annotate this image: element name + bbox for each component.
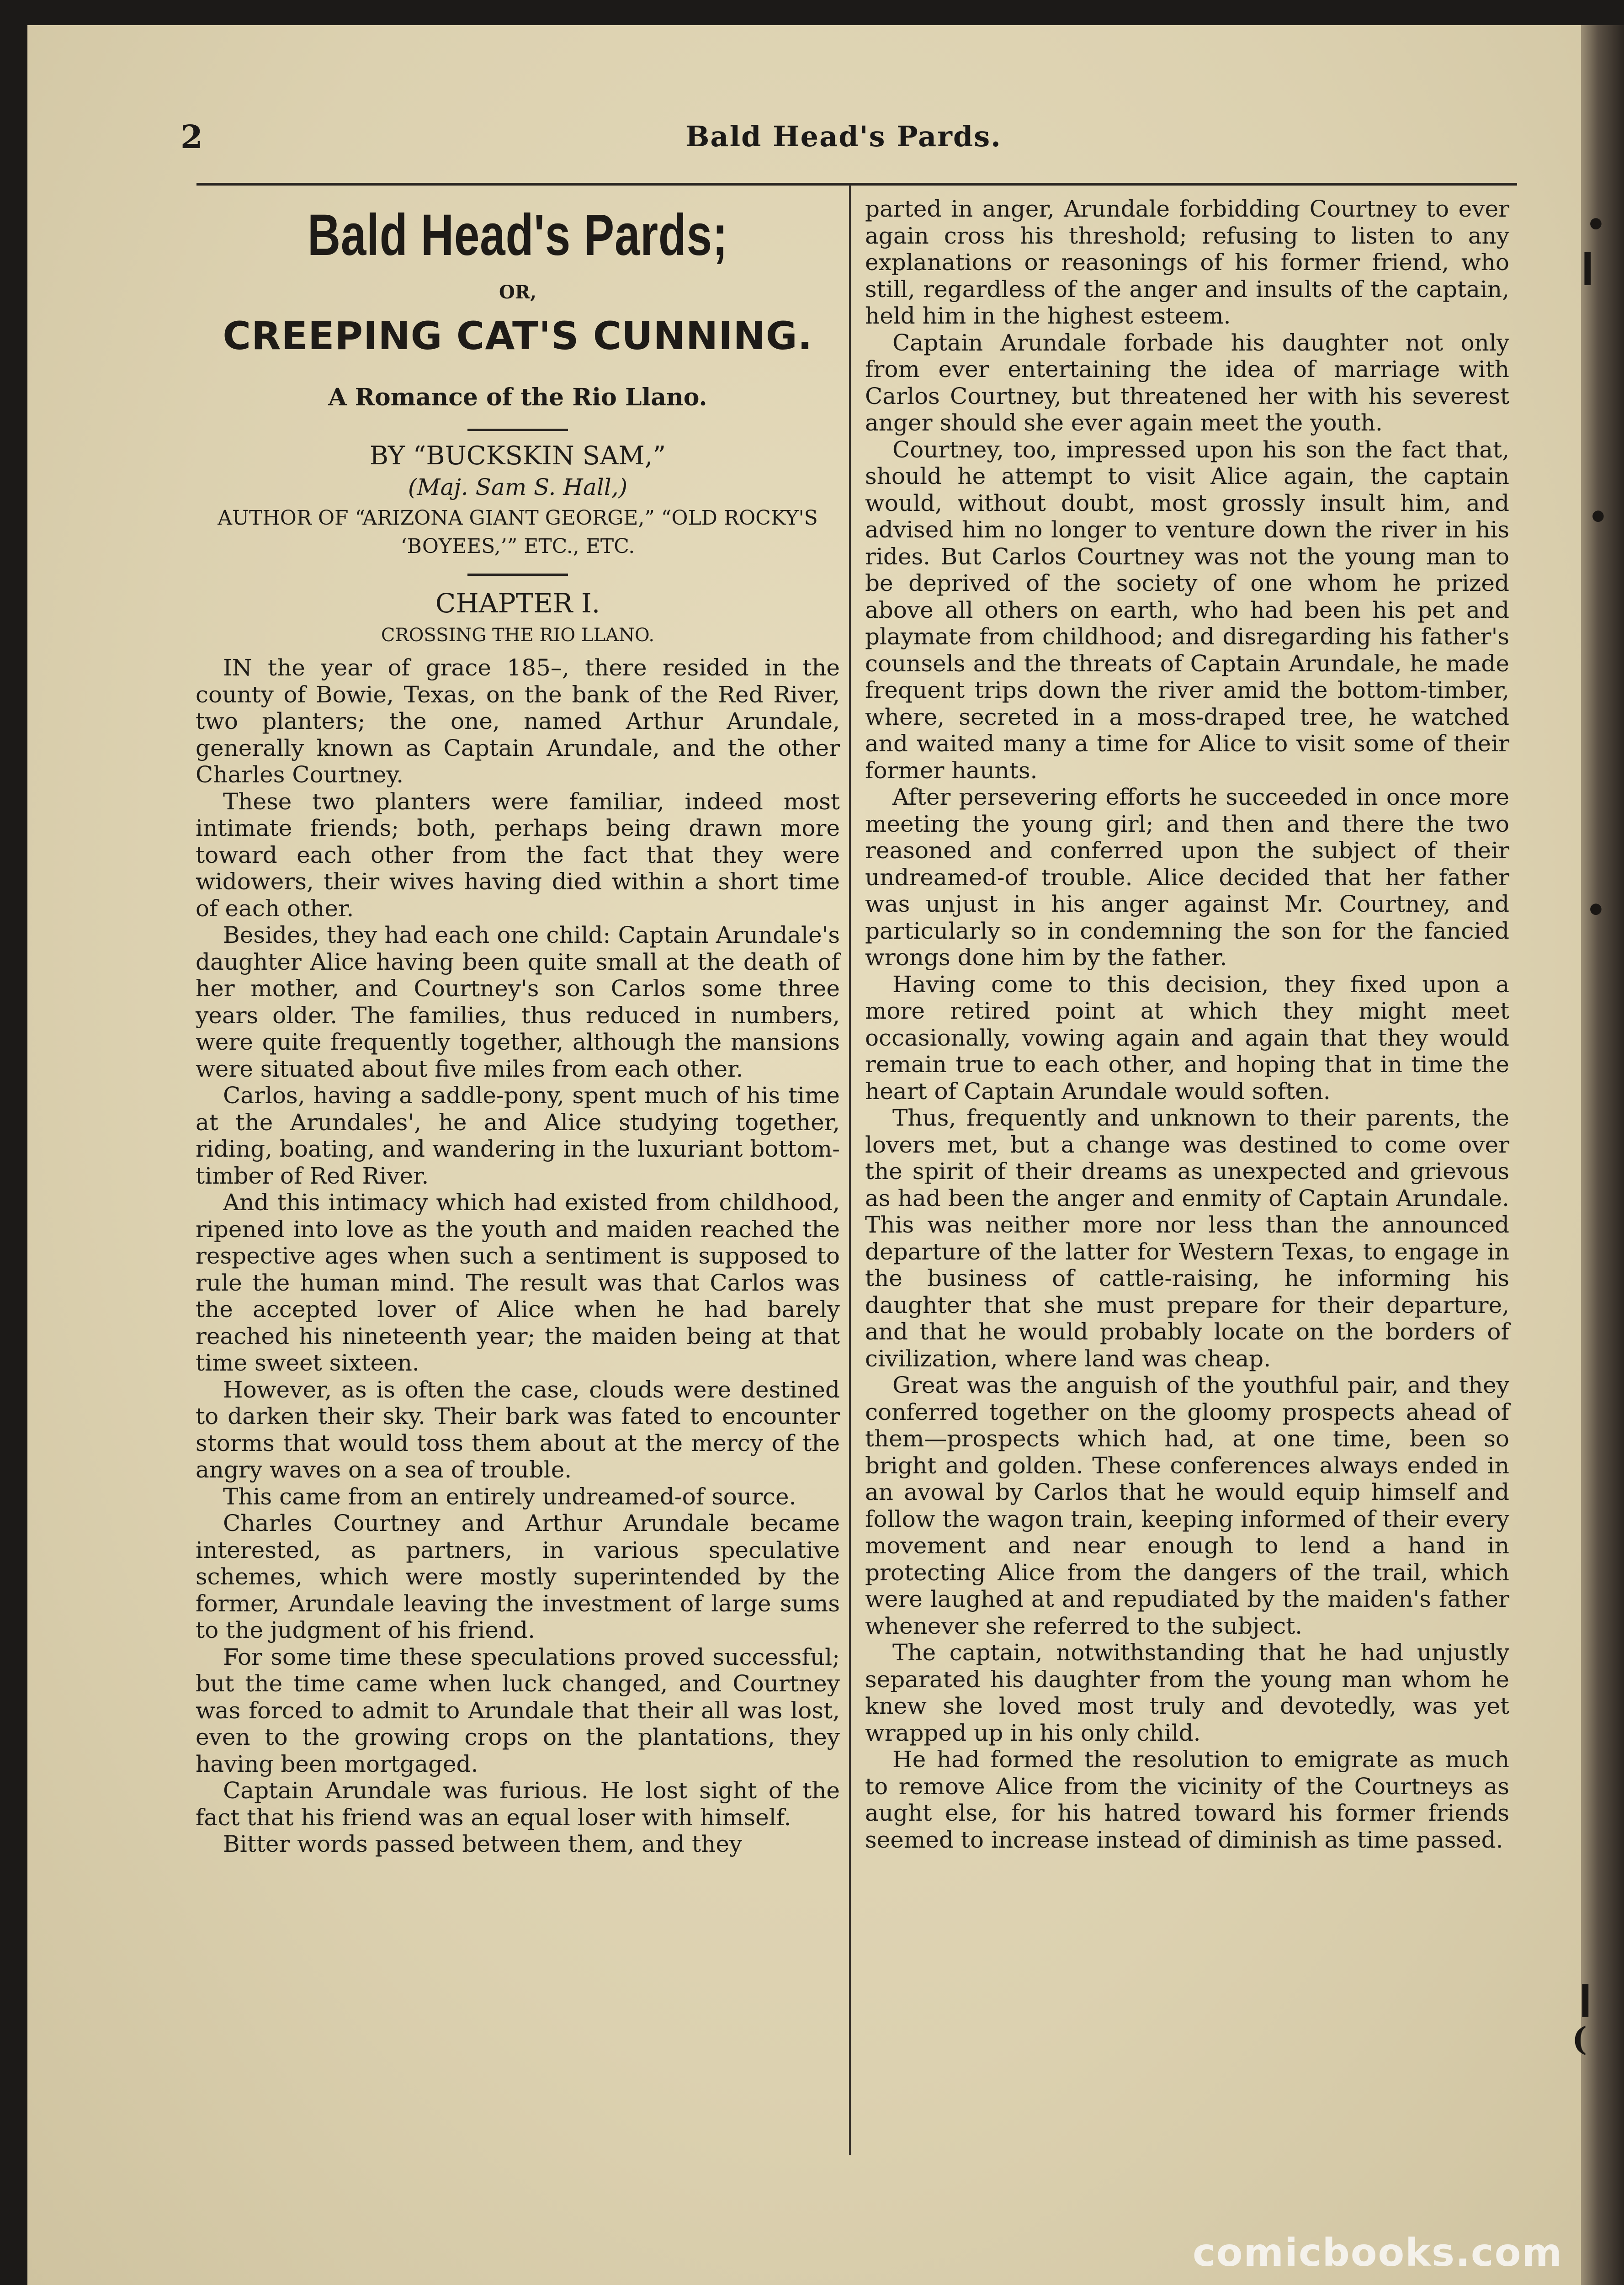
- paragraph: And this intimacy which had existed from childhood, ripened into love as the youth and maiden reached the respective ages when such a sentiment is supposed to rule the human mind. The result was that Carlos was the accepted lover of Alice when he had barely reached his nineteenth year; the maiden being at that time sweet sixteen.: [196, 1189, 840, 1376]
- right-column: [865, 196, 1509, 1853]
- page-number: 2: [180, 118, 203, 156]
- paragraph: The captain, notwithstanding that he had unjustly separated his daughter from the young man whom he knew she loved most truly and devotedly, was yet wrapped up in his only child.: [865, 1639, 1509, 1746]
- watermark: comicbooks.com: [1193, 2230, 1563, 2275]
- running-title: Bald Head's Pards.: [685, 120, 1002, 153]
- byline: BY “BUCKSKIN SAM,”: [369, 441, 666, 471]
- story-or: OR,: [499, 282, 536, 303]
- paragraph: He had formed the resolution to emigrate as much to remove Alice from the vicinity of the Courtneys as aught else, for his hatred toward his former friends seemed to increase instead of diminish as time passed.: [865, 1746, 1509, 1853]
- column-divider: [849, 185, 851, 2155]
- page-edge-shadow: [1581, 25, 1624, 2285]
- paragraph: Thus, frequently and unknown to their parents, the lovers met, but a change was destined to come over the spirit of their dreams as unexpected and grievous as had been the anger and enmity of Captain Arundale. This was neither more nor less than the announced departure of the latter for Western Texas, to engage in the business of cattle-raising, he informing his daughter that she must prepare for their departure, and that he would probably locate on the borders of civilization, where land was cheap.: [865, 1105, 1509, 1372]
- pseudonym: (Maj. Sam S. Hall,): [408, 474, 628, 500]
- left-column: [196, 192, 840, 1858]
- edge-mark: ❙: [1572, 1979, 1599, 2017]
- right-column-text: [865, 196, 1509, 1853]
- paragraph: However, as is often the case, clouds were destined to darken their sky. Their bark was fated to encounter storms that would toss them about at the mercy of the angry waves on a sea of trouble.: [196, 1376, 840, 1483]
- paragraph: Carlos, having a saddle-pony, spent much of his time at the Arundales', he and Alice studying together, riding, boating, and wandering in the luxuriant bottom-timber of Red River.: [196, 1082, 840, 1189]
- edge-mark: (: [1572, 2020, 1587, 2058]
- story-title: Bald Head's Pards;: [307, 202, 728, 268]
- edge-mark: •: [1588, 498, 1608, 536]
- edge-mark: ❙: [1574, 247, 1601, 285]
- paragraph: IN the year of grace 185–, there resided in the county of Bowie, Texas, on the bank of the Red River, two planters; the one, named Arthur Arundale, generally known as Captain Arundale, and the other Charles Courtney.: [196, 654, 840, 788]
- left-column-text: [196, 654, 840, 1858]
- edge-mark: •: [1586, 891, 1606, 929]
- author-credits: AUTHOR OF “ARIZONA GIANT GEORGE,” “OLD ROCKY'S ‘BOYEES,’” ETC., ETC.: [218, 506, 818, 558]
- chapter-heading: CHAPTER I.: [435, 588, 600, 619]
- title-rule: [467, 429, 568, 431]
- chapter-rule: [467, 574, 568, 576]
- header-rule: [196, 183, 1517, 186]
- edge-mark: •: [1586, 206, 1606, 244]
- paragraph: Captain Arundale was furious. He lost sight of the fact that his friend was an equal loser with himself.: [196, 1777, 840, 1831]
- story-subtitle: CREEPING CAT'S CUNNING.: [223, 314, 813, 358]
- paragraph: This came from an entirely undreamed-of source.: [223, 1483, 796, 1510]
- paragraph: For some time these speculations proved successful; but the time came when luck changed, and Courtney was forced to admit to Arundale that their all was lost, even to the growing crops on the plantations, they having been mortgaged.: [196, 1643, 840, 1777]
- paragraph: Besides, they had each one child: Captain Arundale's daughter Alice having been quite small at the death of her mother, and Courtney's son Carlos some three years older. The families, thus reduced in numbers, were quite frequently together, although the mansions were situated about five miles from each other.: [196, 922, 840, 1082]
- paragraph: Charles Courtney and Arthur Arundale became interested, as partners, in various speculative schemes, which were mostly superintended by the former, Arundale leaving the investment of large sums to the judgment of his friend.: [196, 1510, 840, 1643]
- story-tagline: A Romance of the Rio Llano.: [328, 383, 707, 411]
- paragraph: Courtney, too, impressed upon his son the fact that, should he attempt to visit Alice again, the captain would, without doubt, most grossly insult him, and advised him no longer to venture down the river in his rides. But Carlos Courtney was not the young man to be deprived of the society of one whom he prized above all others on earth, who had been his pet and playmate from childhood; and disregarding his father's counsels and the threats of Captain Arundale, he made frequent trips down the river amid the bottom-timber, where, secreted in a moss-draped tree, he watched and waited many a time for Alice to visit some of their former haunts.: [865, 436, 1509, 784]
- chapter-title: CROSSING THE RIO LLANO.: [381, 625, 655, 646]
- paragraph: Having come to this decision, they fixed upon a more retired point at which they might meet occasionally, vowing again and again that they would remain true to each other, and hoping that in time the heart of Captain Arundale would soften.: [865, 971, 1509, 1105]
- paragraph: Captain Arundale forbade his daughter not only from ever entertaining the idea of marriage with Carlos Courtney, but threatened her with his severest anger should she ever again meet the youth.: [865, 329, 1509, 436]
- paragraph: After persevering efforts he succeeded in once more meeting the young girl; and then and there the two reasoned and conferred upon the subject of their undreamed-of trouble. Alice decided that her father was unjust in his anger against Mr. Courtney, and particularly so in condemning the son for the fancied wrongs done him by the father.: [865, 784, 1509, 971]
- paragraph: Great was the anguish of the youthful pair, and they conferred together on the gloomy prospects ahead of them—prospects which had, at one time, been so bright and golden. These conferences always ended in an avowal by Carlos that he would equip himself and follow the wagon train, keeping informed of their every movement and near enough to lend a hand in protecting Alice from the dangers of the trail, which were laughed at and repudiated by the maiden's father whenever she referred to the subject.: [865, 1372, 1509, 1639]
- paragraph: Bitter words passed between them, and they: [223, 1831, 743, 1857]
- paragraph: parted in anger, Arundale forbidding Courtney to ever again cross his threshold; refusing to listen to any explanations or reasonings of his former friend, who still, regardless of the anger and insults of the captain, held him in the highest esteem.: [865, 196, 1509, 329]
- paragraph: These two planters were familiar, indeed most intimate friends; both, perhaps being drawn more toward each other from the fact that they were widowers, their wives having died within a short time of each other.: [196, 788, 840, 922]
